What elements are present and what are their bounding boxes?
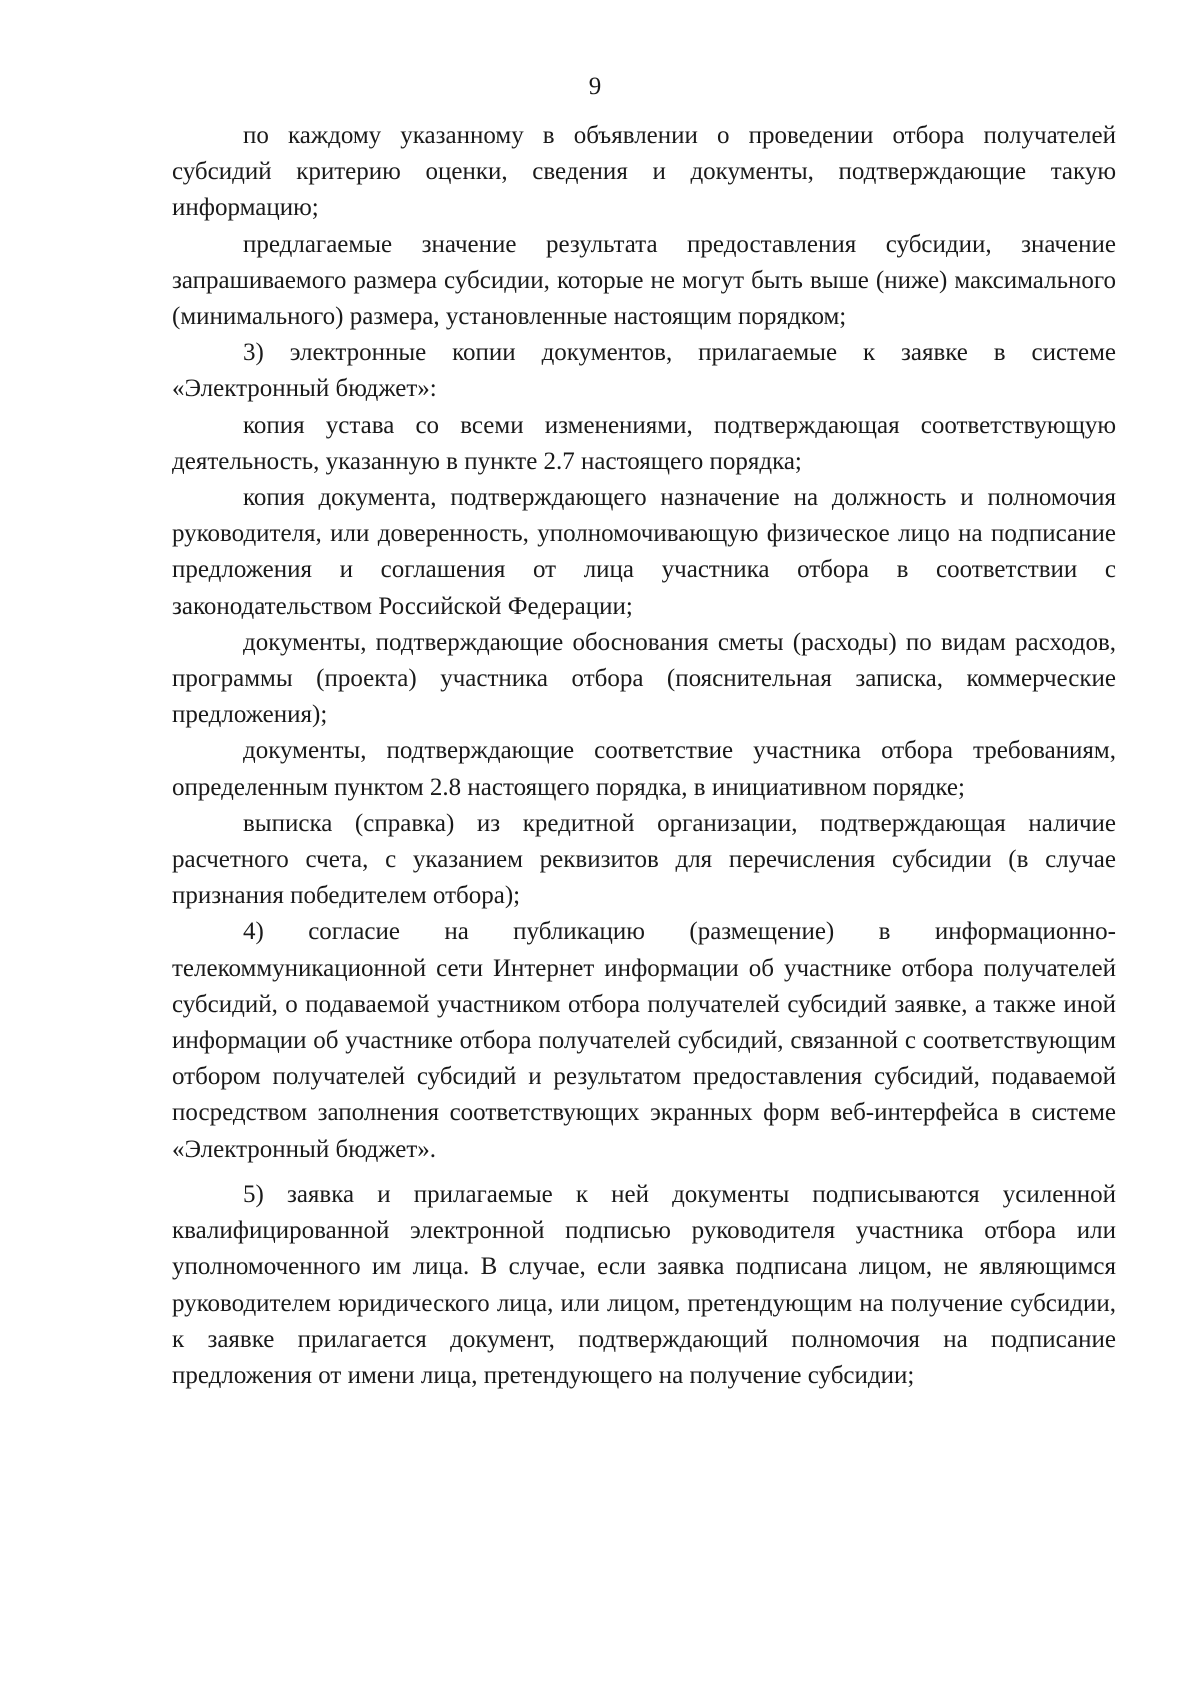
paragraph-item-3-electronic-copies: 3) электронные копии документов, прилагаемые к заявке в системе «Электронный бюджет»: — [172, 339, 1116, 403]
paragraph-appointment-document: копия документа, подтверждающего назначение на должность и полномочия руководителя, или доверенность, уполномочивающую физическое лицо на подписание предложения и соглашения от лица участника отбора в соответствии с законодательством Российской Федерации; — [172, 484, 1116, 620]
paragraph-requirements-compliance: документы, подтверждающие соответствие участника отбора требованиям, определенным пунктом 2.8 настоящего порядка, в инициативном порядке; — [172, 737, 1116, 801]
paragraph-estimate-documents: документы, подтверждающие обоснования сметы (расходы) по видам расходов, программы (проекта) участника отбора (пояснительная записка, коммерческие предложения); — [172, 628, 1116, 729]
paragraph-item-4-publication-consent: 4) согласие на публикацию (размещение) в информационно-телекоммуникационной сети Интернет информации об участнике отбора получателей субсидий, о подаваемой участником отбора получателей субсидий заявке, а также иной информации об участнике отбора получателей субсидий, связанной с соответствующим отбором получателей субсидий и результатом предоставления субсидий, подаваемой посредством заполнения соответствующих экранных форм веб-интерфейса в системе «Электронный бюджет». — [172, 918, 1116, 1163]
document-body — [172, 118, 1116, 1394]
paragraph-charter-copy: копия устава со всеми изменениями, подтверждающая соответствующую деятельность, указанную в пункте 2.7 настоящего порядка; — [172, 411, 1116, 475]
page-number: 9 — [588, 73, 602, 100]
paragraph-proposed-values: предлагаемые значение результата предоставления субсидии, значение запрашиваемого размера субсидии, которые не могут быть выше (ниже) максимального (минимального) размера, установленные настоящим порядком; — [172, 230, 1116, 331]
paragraph-item-5-signature: 5) заявка и прилагаемые к ней документы подписываются усиленной квалифицированной электронной подписью руководителя участника отбора или уполномоченного им лица. В случае, если заявка подписана лицом, не являющимся руководителем юридического лица, или лицом, претендующим на получение субсидии, к заявке прилагается документ, подтверждающий полномочия на подписание предложения от имени лица, претендующего на получение субсидии; — [172, 1180, 1116, 1389]
paragraph-bank-statement: выписка (справка) из кредитной организации, подтверждающая наличие расчетного счета, с указанием реквизитов для перечисления субсидии (в случае признания победителем отбора); — [172, 809, 1116, 910]
paragraph-criteria-info: по каждому указанному в объявлении о проведении отбора получателей субсидий критерию оценки, сведения и документы, подтверждающие такую информацию; — [172, 122, 1116, 222]
